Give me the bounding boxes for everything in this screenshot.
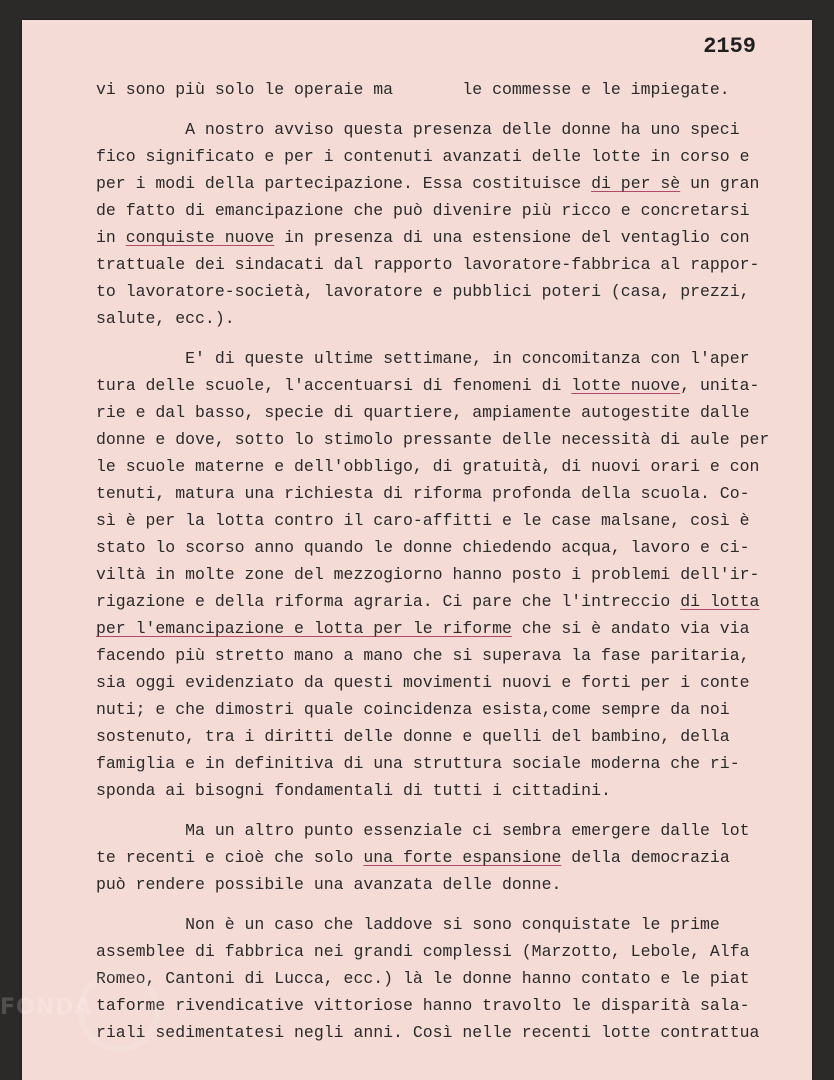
text-line (96, 116, 776, 143)
text-line (96, 965, 776, 992)
text-segment: A nostro avviso questa presenza delle donne ha uno speci (96, 120, 740, 139)
text-segment: vi sono più solo le operaie ma le commesse e le impiegate. (96, 80, 730, 99)
text-segment: rigazione e della riforma agraria. Ci pare che l'intreccio (96, 592, 681, 611)
text-segment: Ma un altro punto essenziale ci sembra emergere dalle lot (96, 821, 750, 840)
text-segment: facendo più stretto mano a mano che si superava la fase paritaria, (96, 646, 750, 665)
text-segment: taforme rivendicative vittoriose hanno travolto le disparità sala- (96, 996, 750, 1015)
text-segment: in (96, 228, 126, 247)
text-line (96, 938, 776, 965)
text-segment: può rendere possibile una avanzata delle donne. (96, 875, 562, 894)
text-line (96, 372, 776, 399)
underlined-phrase: lotte nuove (571, 376, 681, 395)
watermark-text: FONDA (0, 995, 93, 1020)
text-segment: sì è per la lotta contro il caro-affitti e le case malsane, così è (96, 511, 750, 530)
text-line (96, 1019, 776, 1046)
underlined-phrase: di per sè (591, 174, 681, 193)
text-line (96, 224, 776, 251)
text-segment: assemblee di fabbrica nei grandi complessi (Marzotto, Lebole, Alfa (96, 942, 750, 961)
text-segment: che si è andato via via (511, 619, 750, 638)
text-line (96, 844, 776, 871)
text-segment: stato lo scorso anno quando le donne chiedendo acqua, lavoro e ci- (96, 538, 750, 557)
text-line (96, 197, 776, 224)
text-line (96, 750, 776, 777)
text-segment: te recenti e cioè che solo (96, 848, 364, 867)
paragraph-gap (96, 332, 776, 345)
text-line (96, 669, 776, 696)
text-segment: riali sedimentatesi negli anni. Così nelle recenti lotte contrattua (96, 1023, 760, 1042)
text-segment: in presenza di una estensione del ventaglio con (274, 228, 750, 247)
text-segment: salute, ecc.). (96, 309, 235, 328)
paragraph-gap (96, 103, 776, 116)
text-line (96, 480, 776, 507)
text-line (96, 143, 776, 170)
text-line (96, 696, 776, 723)
text-line (96, 911, 776, 938)
text-line (96, 305, 776, 332)
text-segment: per i modi della partecipazione. Essa costituisce (96, 174, 592, 193)
text-segment: nuti; e che dimostri quale coincidenza esista,come sempre da noi (96, 700, 730, 719)
text-line (96, 817, 776, 844)
text-segment: sia oggi evidenziato da questi movimenti nuovi e forti per i conte (96, 673, 750, 692)
text-line (96, 534, 776, 561)
text-segment: trattuale dei sindacati dal rapporto lavoratore-fabbrica al rappor- (96, 255, 760, 274)
text-segment: sponda ai bisogni fondamentali di tutti i cittadini. (96, 781, 611, 800)
text-line (96, 588, 776, 615)
text-segment: tura delle scuole, l'accentuarsi di fenomeni di (96, 376, 572, 395)
text-line (96, 278, 776, 305)
underlined-phrase: di lotta (680, 592, 760, 611)
text-line (96, 170, 776, 197)
underlined-phrase: una forte espansione (363, 848, 562, 867)
text-segment: rie e dal basso, specie di quartiere, ampiamente autogestite dalle (96, 403, 750, 422)
text-segment: della democrazia (561, 848, 730, 867)
text-segment: de fatto di emancipazione che può divenire più ricco e concretarsi (96, 201, 750, 220)
text-line (96, 76, 776, 103)
paragraph-gap (96, 898, 776, 911)
text-line (96, 251, 776, 278)
text-segment: , unita- (680, 376, 760, 395)
text-line (96, 615, 776, 642)
typewritten-text (96, 76, 776, 1046)
paragraph-gap (96, 804, 776, 817)
text-segment: tenuti, matura una richiesta di riforma profonda della scuola. Co- (96, 484, 750, 503)
text-line (96, 723, 776, 750)
text-segment: le scuole materne e dell'obbligo, di gratuità, di nuovi orari e con (96, 457, 760, 476)
text-segment: fico significato e per i contenuti avanzati delle lotte in corso e (96, 147, 750, 166)
text-segment: famiglia e in definitiva di una struttura sociale moderna che ri- (96, 754, 740, 773)
text-line (96, 777, 776, 804)
text-segment: E' di queste ultime settimane, in concomitanza con l'aper (96, 349, 750, 368)
underlined-phrase: per l'emancipazione e lotta per le riforme (96, 619, 512, 638)
text-segment: donne e dove, sotto lo stimolo pressante delle necessità di aule per (96, 430, 770, 449)
text-line (96, 561, 776, 588)
text-line (96, 426, 776, 453)
text-segment: to lavoratore-società, lavoratore e pubblici poteri (casa, prezzi, (96, 282, 750, 301)
text-line (96, 507, 776, 534)
text-segment: Romeo, Cantoni di Lucca, ecc.) là le donne hanno contato e le piat (96, 969, 750, 988)
text-line (96, 992, 776, 1019)
text-line (96, 453, 776, 480)
text-segment: sostenuto, tra i diritti delle donne e quelli del bambino, della (96, 727, 730, 746)
text-segment: un gran (680, 174, 760, 193)
text-line (96, 399, 776, 426)
text-segment: viltà in molte zone del mezzogiorno hanno posto i problemi dell'ir- (96, 565, 760, 584)
text-line (96, 642, 776, 669)
text-segment: Non è un caso che laddove si sono conquistate le prime (96, 915, 720, 934)
page-number: 2159 (703, 34, 756, 59)
text-line (96, 345, 776, 372)
underlined-phrase: conquiste nuove (125, 228, 275, 247)
text-line (96, 871, 776, 898)
document-page (22, 20, 812, 1080)
